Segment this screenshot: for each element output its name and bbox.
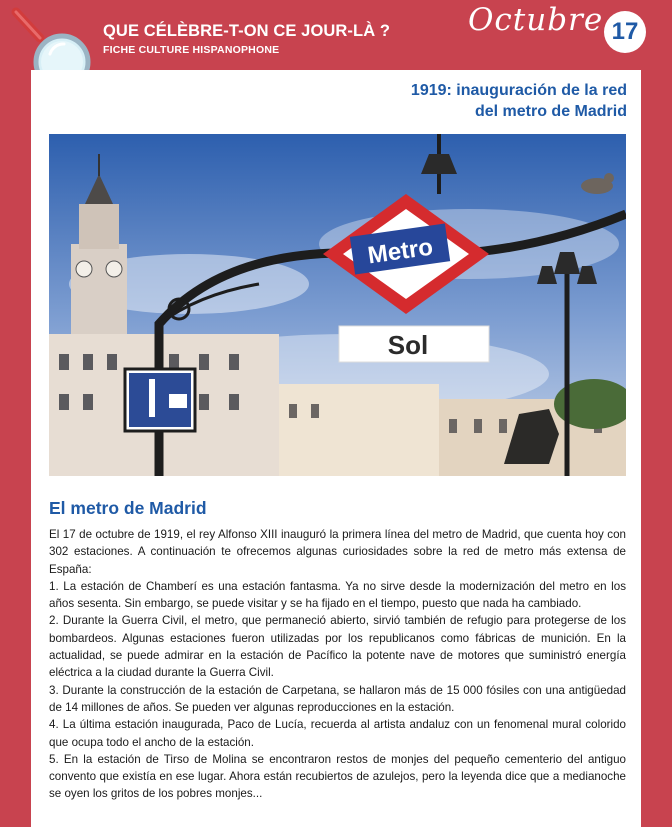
photo-illustration [49,134,626,476]
list-item: 4. La última estación inaugurada, Paco de Lucía, recuerda al artista andaluz con un fenomenal mural colorido que ocupa todo el ancho de la estación. [49,718,626,749]
article-body [49,526,626,803]
day-badge [604,11,646,53]
header-title: QUE CÉLÈBRE-T-ON CE JOUR-LÀ ? [103,22,391,40]
content-card [31,70,641,827]
metro-sol-photo [49,134,626,476]
day-number: 17 [611,18,639,45]
list-item: 2. Durante la Guerra Civil, el metro, que permaneció abierto, sirvió también de refugio para protegerse de los bombardeos. Algunas estaciones fueron utilizadas por los republicanos como fábricas de munición. En la actualidad, se puede admirar en la estación de Pacífico la potente nave de motores que suministró energía eléctrica a la ciudad durante la Guerra Civil. [49,614,626,680]
article-title [327,80,627,122]
article-title-line-2: del metro de Madrid [474,103,627,120]
list-item: 3. Durante la construcción de la estación de Carpetana, se hallaron más de 15 000 fósiles con una antigüedad de 14 millones de años. Se pueden ver algunas reproducciones en la estación. [49,683,626,714]
section-title: El metro de Madrid [49,498,207,518]
intro-paragraph: El 17 de octubre de 1919, el rey Alfonso XIII inauguró la primera línea del metro de Madrid, que cuenta hoy con 302 estaciones. A continuación te ofrecemos algunas curiosidades sobre la red de metro más extensa de España: [49,528,626,576]
article-title-line-1: 1919: inauguración de la red [410,82,627,99]
header-subtitle: FICHE CULTURE HISPANOPHONE [103,44,280,56]
list-item: 5. En la estación de Tirso de Molina se encontraron restos de monjes del pequeño cementerio del antiguo convento que existía en ese lugar. Ahora están recubiertos de azulejos, pero la leyenda dice que a medianoche se oyen los gritos de los pobres monjes... [49,752,626,801]
metro-sign-text: Metro [366,233,435,270]
station-name: Sol [387,330,429,360]
station-sign [339,326,489,362]
list-item: 1. La estación de Chamberí es una estación fantasma. Ya no sirve desde la modernización del metro en los años sesenta. Sin embargo, se puede visitar y se ha fijado en el tiempo, puesto que nada ha cambiado. [49,579,626,611]
month-label: Octubre [468,2,604,38]
